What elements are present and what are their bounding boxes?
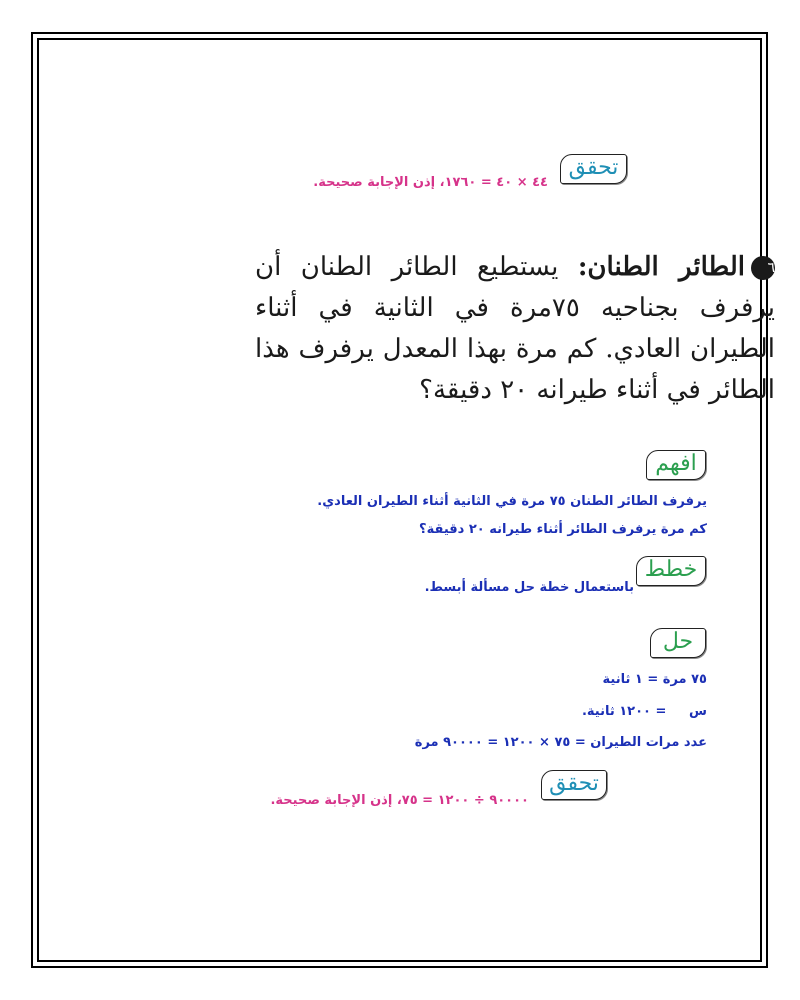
solve-tag: حل	[650, 628, 706, 658]
understand-line-1: يرفرف الطائر الطنان ٧٥ مرة في الثانية أثناء الطيران العادي.	[317, 494, 707, 509]
solve-line-3: عدد مرات الطيران = ٧٥ × ١٢٠٠ = ٩٠٠٠٠ مرة	[414, 735, 707, 750]
check-text-2: ٩٠٠٠٠ ÷ ١٢٠٠ = ٧٥، إذن الإجابة صحيحة.	[270, 793, 529, 808]
plan-text: باستعمال خطة حل مسألة أبسط.	[424, 580, 634, 595]
problem-statement	[255, 247, 775, 411]
problem-body: يستطيع الطائر الطنان أن يرفرف بجناحيه ٧٥مرة في الثانية في أثناء الطيران العادي. كم مرة بهذا المعدل يرفرف هذا الطائر في أثناء طيرانه ٢٠ دقيقة؟	[255, 252, 776, 405]
solve-line-1: ٧٥ مرة = ١ ثانية	[602, 672, 707, 687]
check-text-1: ٤٤ × ٤٠ = ١٧٦٠، إذن الإجابة صحيحة.	[313, 175, 548, 190]
problem-number-badge: ٦	[751, 256, 775, 280]
plan-tag: خطط	[636, 556, 706, 586]
check-tag-1: تحقق	[560, 154, 627, 184]
solve-line-2: س = ١٢٠٠ ثانية.	[581, 704, 707, 719]
check-tag-2: تحقق	[541, 770, 607, 800]
problem-title: الطائر الطنان:	[577, 252, 745, 282]
understand-tag: افهم	[646, 450, 706, 480]
understand-line-2: كم مرة يرفرف الطائر أثناء طيرانه ٢٠ دقيقة؟	[419, 522, 707, 537]
